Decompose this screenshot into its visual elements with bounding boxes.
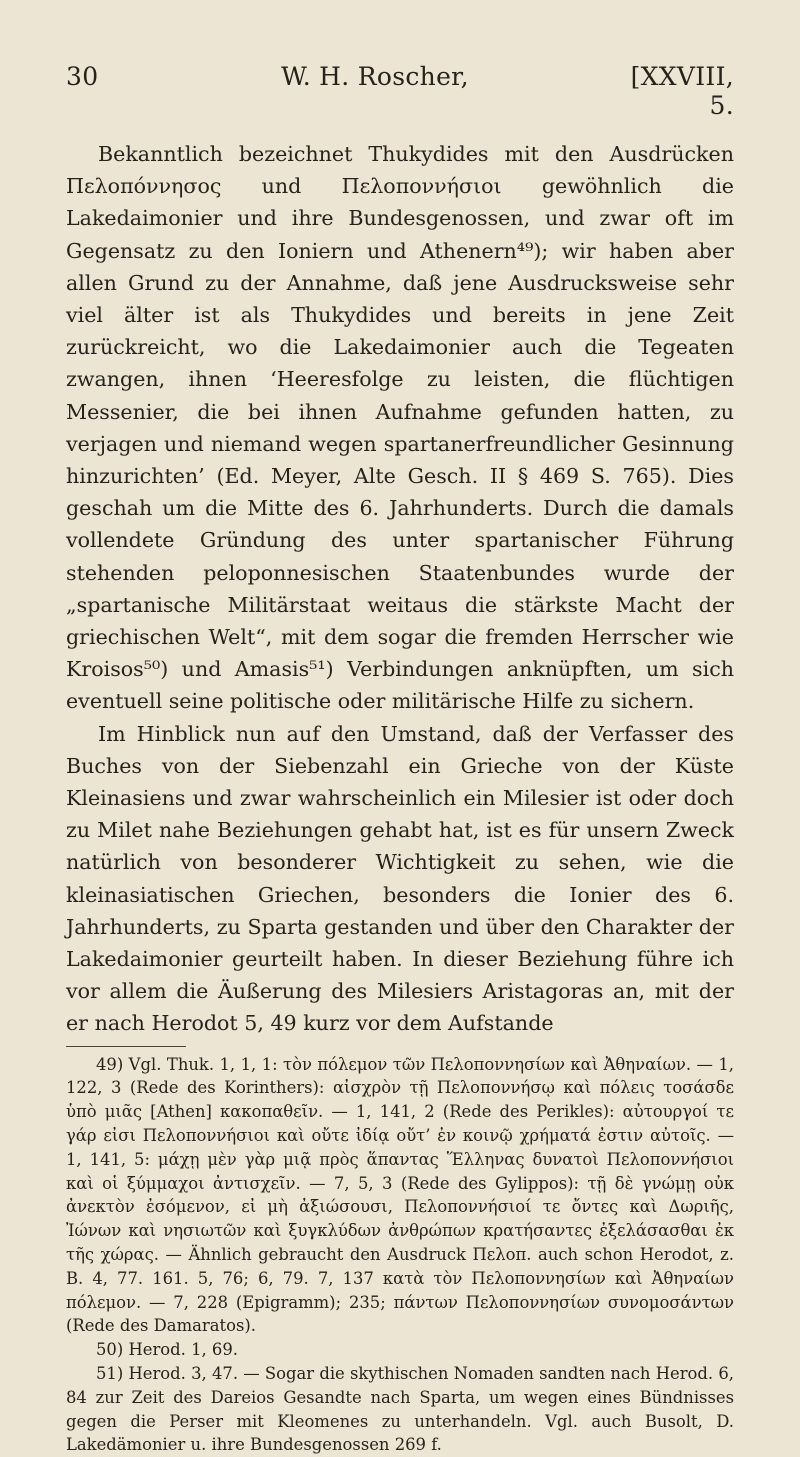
page-number: 30: [66, 62, 99, 91]
section-reference: [XXVIII, 5.: [630, 62, 734, 120]
footnote-divider: [66, 1046, 186, 1047]
footnote-51: 51) Herod. 3, 47. — Sogar die skythischen Nomaden sandten nach Herod. 6, 84 zur Zeit des Dareios Gesandte nach Sparta, um wegen eines Bündnisses gegen die Perser mit Kleomenes zu unterhandeln. Vgl. auch Busolt, D. Lakedämonier u. ihre Bundesgenossen 269 f.: [66, 1364, 734, 1455]
paragraph-2: Im Hinblick nun auf den Umstand, daß der Verfasser des Buches von der Siebenzahl ein Grieche von der Küste Kleinasiens und zwar wahrscheinlich ein Milesier ist oder doch zu Milet nahe Beziehungen gehabt hat, ist es für unsern Zweck natürlich von besonderer Wichtigkeit zu sehen, wie die kleinasiatischen Griechen, besonders die Ionier des 6. Jahrhunderts, zu Sparta gestanden und über den Charakter der Lakedaimonier geurteilt haben. In dieser Beziehung führe ich vor allem die Äußerung des Milesiers Aristagoras an, mit der er nach Herodot 5, 49 kurz vor dem Aufstande: [66, 721, 734, 1036]
running-header: [66, 62, 734, 120]
running-head: W. H. Roscher,: [281, 62, 469, 91]
main-text: [66, 138, 734, 1040]
footnote-50: 50) Herod. 1, 69.: [96, 1340, 238, 1360]
footnote-49: 49) Vgl. Thuk. 1, 1, 1: τὸν πόλεμον τῶν Πελοποννησίων καὶ Ἀθηναίων. — 1, 122, 3 (Rede des Korinthers): αἰσχρὸν τῇ Πελοποννήσῳ καὶ πόλεις τοσάσδε ὑπὸ μιᾶς [Athen] κακοπαθεῖν. — 1, 141, 2 (Rede des Perikles): αὐτουργοί τε γάρ εἰσι Πελοποννήσιοι καὶ οὔτε ἰδίᾳ οὔτ’ ἐν κοινῷ χρήματά ἐστιν αὐτοῖς. — 1, 141, 5: μάχῃ μὲν γὰρ μιᾷ πρὸς ἅπαντας Ἕλληνας δυνατοὶ Πελοποννήσιοι καὶ οἱ ξύμμαχοι ἀντισχεῖν. — 7, 5, 3 (Rede des Gylippos): τῇ δὲ γνώμῃ οὐκ ἀνεκτὸν ἐσόμενον, εἰ μὴ ἀξιώσουσι, Πελοποννήσιοί τε ὄντες καὶ Δωριῆς, Ἰώνων καὶ νησιωτῶν καὶ ξυγκλύδων ἀνθρώπων κρατήσαντες ἐξελάσασθαι ἐκ τῆς χώρας. — Ähnlich gebraucht den Ausdruck Πελοπ. auch schon Herodot, z. B. 4, 77. 161. 5, 76; 6, 79. 7, 137 κατὰ τὸν Πελοποννησίων καὶ Ἀθηναίων πόλεμον. — 7, 228 (Epigramm); 235; πάντων Πελοποννησίων συνομοσάντων (Rede des Damaratos).: [66, 1054, 734, 1336]
paragraph-1: Bekanntlich bezeichnet Thukydides mit den Ausdrücken Πελοπόννησος und Πελοποννήσιοι gewöhnlich die Lakedaimonier und ihre Bundesgenossen, und zwar oft im Gegensatz zu den Ioniern und Athenern⁴⁹); wir haben aber allen Grund zu der Annahme, daß jene Ausdrucksweise sehr viel älter ist als Thukydides und bereits in jene Zeit zurückreicht, wo die Lakedaimonier auch die Tegeaten zwangen, ihnen ‘Heeresfolge zu leisten, die flüchtigen Messenier, die bei ihnen Aufnahme gefunden hatten, zu verjagen und niemand wegen spartanerfreundlicher Gesinnung hinzurichten’ (Ed. Meyer, Alte Gesch. II § 469 S. 765). Dies geschah um die Mitte des 6. Jahrhunderts. Durch die damals vollendete Gründung des unter spartanischer Führung stehenden peloponnesischen Staatenbundes wurde der „spartanische Militärstaat weitaus die stärkste Macht der griechischen Welt“, mit dem sogar die fremden Herrscher wie Kroisos⁵⁰) und Amasis⁵¹) Verbindungen anknüpften, um sich eventuell seine politische oder militärische Hilfe zu sichern.: [66, 142, 734, 714]
footnotes: [66, 1053, 734, 1457]
